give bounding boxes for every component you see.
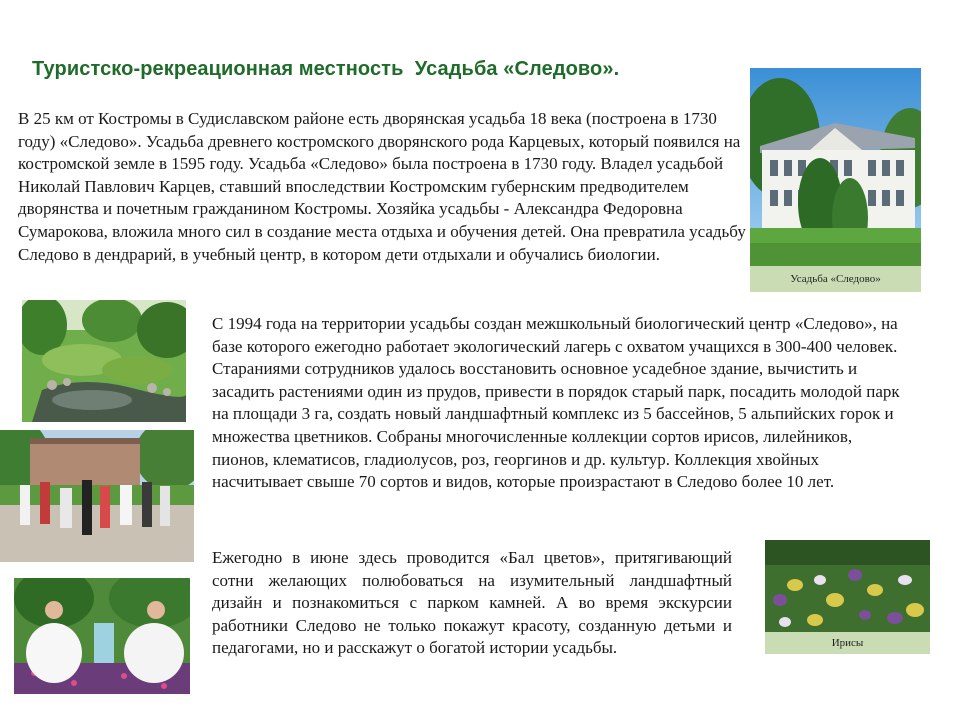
- manor-photo: [750, 68, 921, 266]
- irises-caption: Ирисы: [765, 632, 930, 654]
- brides-photo: [14, 578, 190, 694]
- flower-ball-paragraph: Ежегодно в июне здесь проводится «Бал цветов», притягивающий сотни желающих полюбоваться на изумительный ландшафтный дизайн и познакомиться с парком камней. А во время экскурсии работники Следово не только покажут красоту, созданную детьми и педагогами, но и расскажут о богатой истории усадьбы.: [212, 548, 732, 658]
- dancers-photo: [0, 430, 194, 562]
- center-paragraph: С 1994 года на территории усадьбы создан межшкольный биологический центр «Следово», на базе которого ежегодно работает экологический лагерь с охватом учащихся в 300-400 человек. Стараниями сотрудников удалось восстановить основное усадебное здание, вычистить и засадить растениями один из прудов, привести в порядок старый парк, посадить молодой парк на площади 3 га, создать новый ландшафтный комплекс из 5 бассейнов, 5 альпийских горок и множества цветников. Собраны многочисленные коллекции сортов ирисов, лилейников, пионов, клематисов, гладиолусов, роз, георгинов и др. культур. Коллекция хвойных насчитывает свыше 70 сортов и видов, которые произрастают в Следово более 10 лет.: [212, 314, 900, 492]
- manor-caption: Усадьба «Следово»: [750, 266, 921, 292]
- slide-title: Туристско-рекреационная местность Усадьба «Следово».: [32, 58, 620, 80]
- pond-photo: [22, 300, 186, 422]
- intro-paragraph: В 25 км от Костромы в Судиславском районе есть дворянская усадьба 18 века (построена в 1730 году) «Следово». Усадьба древнего костромского дворянского рода Карцевых, который появился на костромской земле в 1595 году. Усадьба «Следово» была построена в 1730 году. Владел усадьбой Николай Павлович Карцев, ставший впоследствии Костромским губернским предводителем дворянства и почетным гражданином Костромы. Хозяйка усадьбы - Александра Федоровна Сумарокова, вложила много сил в создание места отдыха и обучения детей. Она превратила усадьбу Следово в дендрарий, в учебный центр, в котором дети отдыхали и обучались биологии.: [18, 109, 746, 264]
- irises-photo: [765, 540, 930, 632]
